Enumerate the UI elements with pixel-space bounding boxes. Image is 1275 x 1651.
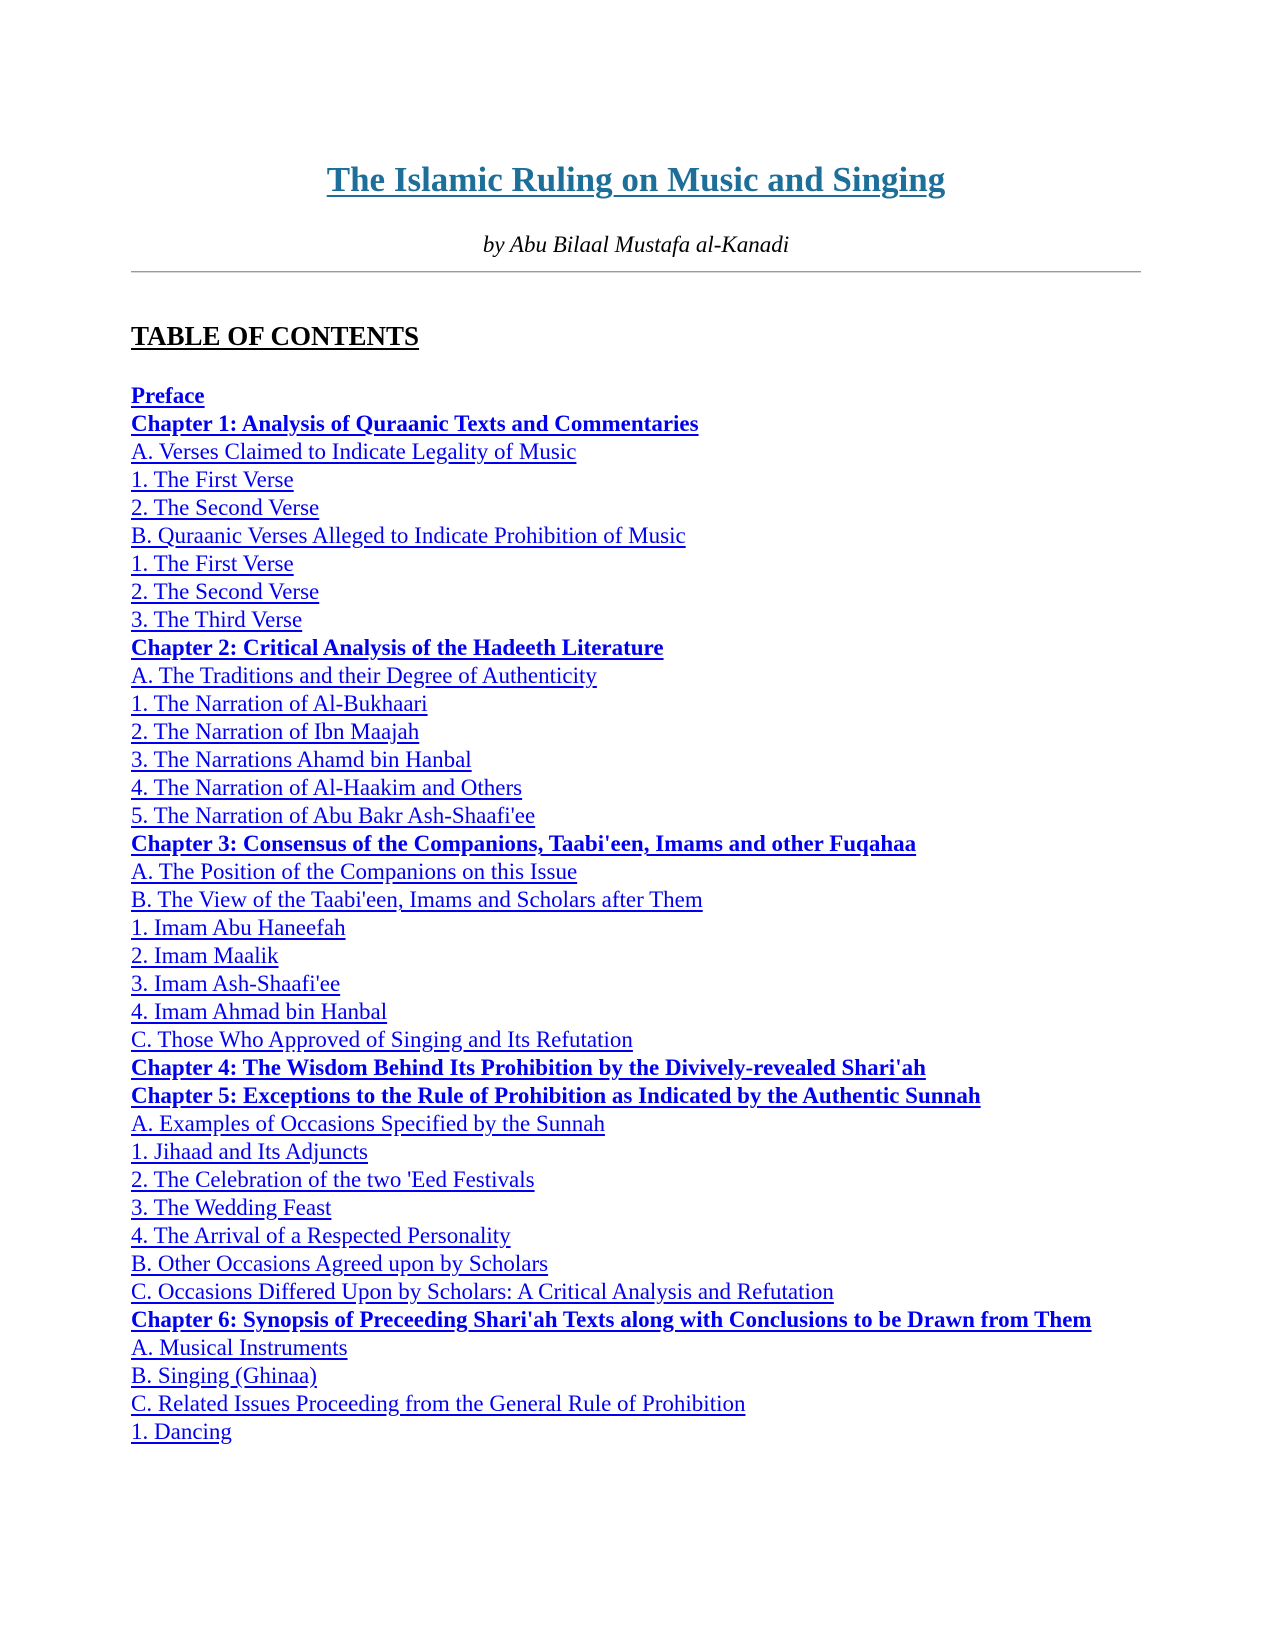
toc-section-link[interactable]: 1. Dancing bbox=[131, 1419, 232, 1444]
toc-section-item bbox=[131, 690, 1141, 718]
toc-section-link[interactable]: C. Related Issues Proceeding from the General Rule of Prohibition bbox=[131, 1391, 746, 1416]
toc-chapter-item bbox=[131, 1082, 1141, 1110]
toc-section-item bbox=[131, 550, 1141, 578]
toc-section-item bbox=[131, 438, 1141, 466]
toc-chapter-link[interactable]: Chapter 3: Consensus of the Companions, Taabi'een, Imams and other Fuqahaa bbox=[131, 831, 917, 856]
toc-chapter-item bbox=[131, 830, 1141, 858]
toc-section-link[interactable]: 2. The Celebration of the two 'Eed Festivals bbox=[131, 1167, 535, 1192]
toc-section-link[interactable]: A. Examples of Occasions Specified by the Sunnah bbox=[131, 1111, 605, 1136]
toc-chapter-item bbox=[131, 382, 1141, 410]
toc-section-link[interactable]: C. Those Who Approved of Singing and Its Refutation bbox=[131, 1027, 633, 1052]
toc-section-item bbox=[131, 1166, 1141, 1194]
toc-section-link[interactable]: 5. The Narration of Abu Bakr Ash-Shaafi'ee bbox=[131, 803, 536, 828]
toc-section-link[interactable]: B. The View of the Taabi'een, Imams and Scholars after Them bbox=[131, 887, 703, 912]
toc-list bbox=[131, 382, 1141, 1446]
toc-section-link[interactable]: B. Singing (Ghinaa) bbox=[131, 1363, 317, 1388]
toc-section-item bbox=[131, 1138, 1141, 1166]
toc-section-link[interactable]: B. Other Occasions Agreed upon by Scholars bbox=[131, 1251, 549, 1276]
toc-section-link[interactable]: A. The Traditions and their Degree of Authenticity bbox=[131, 663, 597, 688]
toc-section-item bbox=[131, 1194, 1141, 1222]
toc-section-item bbox=[131, 746, 1141, 774]
toc-section-item bbox=[131, 522, 1141, 550]
toc-section-link[interactable]: 2. Imam Maalik bbox=[131, 943, 279, 968]
document-title-link[interactable]: The Islamic Ruling on Music and Singing bbox=[326, 160, 946, 199]
toc-section-item bbox=[131, 1390, 1141, 1418]
author-byline: by Abu Bilaal Mustafa al-Kanadi bbox=[482, 232, 790, 257]
toc-section-link[interactable]: 1. The First Verse bbox=[131, 551, 294, 576]
toc-section-link[interactable]: 2. The Second Verse bbox=[131, 495, 320, 520]
toc-section-item bbox=[131, 1362, 1141, 1390]
toc-section-item bbox=[131, 494, 1141, 522]
toc-section-link[interactable]: 1. Imam Abu Haneefah bbox=[131, 915, 346, 940]
toc-section-link[interactable]: 3. The Narrations Ahamd bin Hanbal bbox=[131, 747, 472, 772]
toc-section-item bbox=[131, 1278, 1141, 1306]
toc-section-link[interactable]: 4. Imam Ahmad bin Hanbal bbox=[131, 999, 388, 1024]
toc-section-item bbox=[131, 606, 1141, 634]
toc-section-item bbox=[131, 1418, 1141, 1446]
toc-section-link[interactable]: A. The Position of the Companions on this Issue bbox=[131, 859, 578, 884]
toc-section-link[interactable]: C. Occasions Differed Upon by Scholars: A Critical Analysis and Refutation bbox=[131, 1279, 834, 1304]
toc-section-item bbox=[131, 1334, 1141, 1362]
toc-section-link[interactable]: 4. The Arrival of a Respected Personality bbox=[131, 1223, 511, 1248]
toc-section-link[interactable]: A. Verses Claimed to Indicate Legality of Music bbox=[131, 439, 577, 464]
toc-section-link[interactable]: 1. The First Verse bbox=[131, 467, 294, 492]
toc-section-link[interactable]: 2. The Narration of Ibn Maajah bbox=[131, 719, 420, 744]
toc-section-item bbox=[131, 914, 1141, 942]
toc-section-item bbox=[131, 718, 1141, 746]
toc-chapter-item bbox=[131, 1306, 1141, 1334]
toc-section-item bbox=[131, 1026, 1141, 1054]
toc-section-link[interactable]: 1. Jihaad and Its Adjuncts bbox=[131, 1139, 368, 1164]
toc-section-link[interactable]: 3. The Third Verse bbox=[131, 607, 303, 632]
toc-chapter-link[interactable]: Chapter 4: The Wisdom Behind Its Prohibition by the Divively-revealed Shari'ah bbox=[131, 1055, 926, 1080]
toc-chapter-link[interactable]: Chapter 5: Exceptions to the Rule of Prohibition as Indicated by the Authentic Sunnah bbox=[131, 1083, 981, 1108]
toc-section-item bbox=[131, 1250, 1141, 1278]
toc-section-item bbox=[131, 662, 1141, 690]
toc-section-link[interactable]: 2. The Second Verse bbox=[131, 579, 320, 604]
toc-section-item bbox=[131, 1222, 1141, 1250]
toc-section-item bbox=[131, 1110, 1141, 1138]
toc-section-item bbox=[131, 466, 1141, 494]
toc-chapter-item bbox=[131, 410, 1141, 438]
toc-section-item bbox=[131, 886, 1141, 914]
toc-section-item bbox=[131, 942, 1141, 970]
toc-section-link[interactable]: B. Quraanic Verses Alleged to Indicate Prohibition of Music bbox=[131, 523, 686, 548]
toc-chapter-link[interactable]: Chapter 6: Synopsis of Preceeding Shari'ah Texts along with Conclusions to be Drawn from Them bbox=[131, 1307, 1092, 1332]
toc-section-link[interactable]: 3. The Wedding Feast bbox=[131, 1195, 332, 1220]
toc-chapter-link[interactable]: Preface bbox=[131, 383, 205, 408]
toc-section-item bbox=[131, 774, 1141, 802]
toc-section-item bbox=[131, 970, 1141, 998]
toc-section-item bbox=[131, 578, 1141, 606]
toc-section-link[interactable]: 1. The Narration of Al-Bukhaari bbox=[131, 691, 428, 716]
toc-section-link[interactable]: 4. The Narration of Al-Haakim and Others bbox=[131, 775, 523, 800]
toc-section-item bbox=[131, 858, 1141, 886]
toc-chapter-item bbox=[131, 1054, 1141, 1082]
toc-section-item bbox=[131, 802, 1141, 830]
toc-heading: TABLE OF CONTENTS bbox=[131, 321, 420, 351]
toc-section-item bbox=[131, 998, 1141, 1026]
toc-section-link[interactable]: A. Musical Instruments bbox=[131, 1335, 348, 1360]
toc-chapter-item bbox=[131, 634, 1141, 662]
document-title bbox=[131, 158, 1141, 202]
toc-chapter-link[interactable]: Chapter 1: Analysis of Quraanic Texts and Commentaries bbox=[131, 411, 699, 436]
horizontal-rule bbox=[131, 271, 1141, 273]
toc-chapter-link[interactable]: Chapter 2: Critical Analysis of the Hadeeth Literature bbox=[131, 635, 664, 660]
toc-section-link[interactable]: 3. Imam Ash-Shaafi'ee bbox=[131, 971, 341, 996]
